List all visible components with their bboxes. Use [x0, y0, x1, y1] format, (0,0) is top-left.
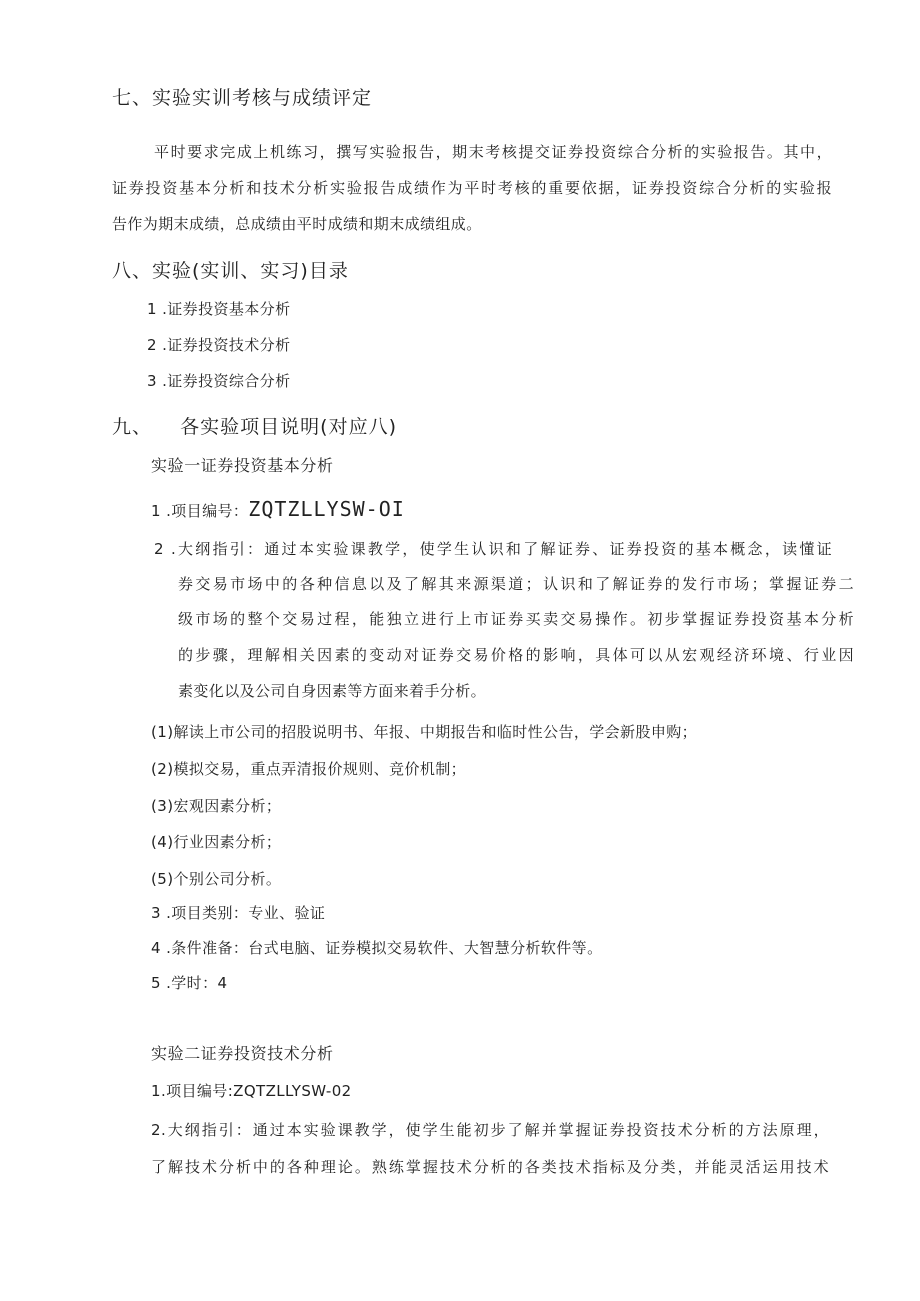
experiment-2-guide-line-1: 2.大纲指引：通过本实验课教学，使学生能初步了解并掌握证券投资技术分析的方法原理， [151, 1121, 829, 1139]
experiment-1-guide-line-4: 的步骤，理解相关因素的变动对证券交易价格的影响，具体可以从宏观经济环境、行业因 [178, 646, 854, 664]
experiment-2-code: 1.项目编号:ZQTZLLYSW-02 [151, 1082, 352, 1100]
catalog-item-2: 2 .证券投资技术分析 [147, 336, 291, 354]
experiment-1-step-5: (5)个别公司分析。 [151, 870, 282, 888]
experiment-2-guide-line-2: 了解技术分析中的各种理论。熟练掌握技术分析的各类技术指标及分类，并能灵活运用技术 [151, 1158, 829, 1176]
experiment-1-code [151, 499, 405, 521]
experiment-1-code-label: 1 .项目编号： [151, 502, 249, 520]
experiment-1-guide-line-5: 素变化以及公司自身因素等方面来着手分析。 [178, 682, 487, 700]
experiment-1-hours: 5 .学时：4 [151, 974, 228, 992]
experiment-1-conditions: 4 .条件准备：台式电脑、证券模拟交易软件、大智慧分析软件等。 [151, 939, 603, 957]
section-7-paragraph-line-1: 平时要求完成上机练习，撰写实验报告，期末考核提交证券投资综合分析的实验报告。其中， [154, 143, 832, 161]
experiment-1-title: 实验一证券投资基本分析 [151, 456, 334, 475]
experiment-1-guide-line-2: 券交易市场中的各种信息以及了解其来源渠道；认识和了解证券的发行市场；掌握证券二 [178, 575, 854, 593]
catalog-item-3: 3 .证券投资综合分析 [147, 372, 291, 390]
experiment-1-category: 3 .项目类别：专业、验证 [151, 904, 326, 922]
section-7-title: 七、实验实训考核与成绩评定 [112, 87, 373, 109]
experiment-1-step-4: (4)行业因素分析； [151, 833, 282, 851]
experiment-1-step-1: (1)解读上市公司的招股说明书、年报、中期报告和临时性公告，学会新股申购； [151, 723, 698, 741]
section-7-paragraph-line-2: 证券投资基本分析和技术分析实验报告成绩作为平时考核的重要依据，证券投资综合分析的实验报 [112, 179, 832, 197]
experiment-1-step-3: (3)宏观因素分析； [151, 797, 282, 815]
section-8-title: 八、实验(实训、实习)目录 [112, 260, 349, 282]
catalog-item-1: 1 .证券投资基本分析 [147, 300, 291, 318]
experiment-1-code-value: ZQTZLLYSW-OI [248, 497, 405, 521]
section-7-paragraph-line-3: 告作为期末成绩，总成绩由平时成绩和期末成绩组成。 [112, 215, 482, 233]
section-9-title: 九、 各实验项目说明(对应八) [112, 416, 397, 438]
experiment-2-title: 实验二证券投资技术分析 [151, 1044, 334, 1063]
experiment-1-step-2: (2)模拟交易，重点弄清报价规则、竞价机制； [151, 760, 467, 778]
experiment-1-guide-line-3: 级市场的整个交易过程，能独立进行上市证券买卖交易操作。初步掌握证券投资基本分析 [178, 610, 854, 628]
experiment-1-guide-line-1: 2 .大纲指引：通过本实验课教学，使学生认识和了解证券、证券投资的基本概念，读懂证 [154, 540, 832, 558]
